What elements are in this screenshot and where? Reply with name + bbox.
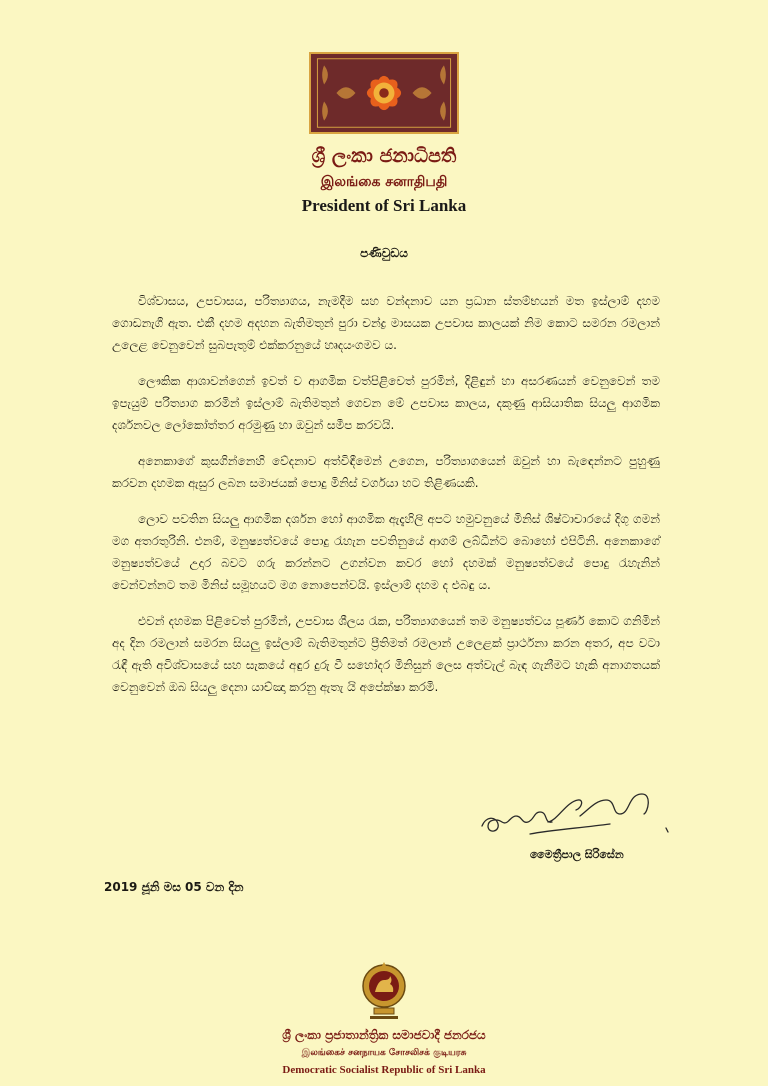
header-title-tamil: இலங்கை சனாதிபதி	[320, 174, 448, 190]
lotus-emblem-icon	[311, 54, 457, 132]
footer-name-tamil: இலங்கைச் சனநாயக சோசலிசக் குடியரசு	[301, 1048, 467, 1058]
header-title-sinhala: ශ්‍රී ලංකා ජනාධිපති	[311, 145, 457, 167]
footer-name-sinhala: ශ්‍රී ලංකා ප්‍රජාතාන්ත්‍රික සමාජවාදී ජනරජය	[282, 1028, 486, 1042]
footer-name-english: Democratic Socialist Republic of Sri Lanka	[282, 1064, 486, 1076]
national-crest	[360, 958, 408, 1022]
handwritten-signature	[470, 782, 690, 852]
message-date: 2019 ජූනි මස 05 වන දින	[104, 880, 244, 894]
message-body	[112, 290, 660, 712]
national-emblem-icon	[360, 958, 408, 1022]
paragraph-1: විශ්වාසය, උපවාසය, පරිත්‍යාගය, නැමදීම සහ වන්දනාව යන ප්‍රධාන ස්තම්භයන් මත ඉස්ලාම් දහම ගොඩනැගී ඇත. එකී දහම අදහන බැතිමතුන් පුරා චන්ද්‍ර මාසයක උපවාස කාලයක් නිම කොට සමරන රමලාන් උලෙළ වෙනුවෙන් සුබපැතුම් එක්කරනුයේ හෘදයංගමව ය.	[112, 294, 660, 352]
header-title-english: President of Sri Lanka	[301, 196, 467, 215]
paragraph-5: එවන් දහමක පිළිවෙත් පුරමින්, උපවාස ශීලය රැක, පරිත්‍යාගයෙන් තම මනුෂ්‍යත්වය පූර්ණ කොට ගනිමින් අද දින රමලාන් සමරන සියලු ඉස්ලාම් බැතිමතුන්ට ප්‍රීතිමත් රමලාන් උලෙළක් ප්‍රාර්ථනා කරන අතර, අප වටා රැඳී ඇති අවිශ්වාසයේ සහ සැකයේ අඳුර දුරු වී සහෝදර මිනිසුන් ලෙස අත්වැල් බැඳ ගැනීමට හැකි අනාගතයක් වෙනුවෙන් ඔබ සියලු දෙනා යාච්ඤා කරනු ඇතැ යි අපේක්ෂා කරමි.	[112, 614, 660, 694]
presidential-flag-emblem	[309, 52, 459, 134]
paragraph-3: අනෙකාගේ කුසගින්නෙහි වේදනාව අත්විඳීමෙන් උගෙන, පරිත්‍යාගයෙන් ඔවුන් හා බැඳෙන්නට පුහුණු කරවන දහමක ඇසුර ලබන සමාජයක් පොදු මිනිස් වර්ගයා හට තිළිණයකි.	[112, 454, 660, 490]
paragraph-4: ලොව පවතින සියලු ආගමික දර්ශන හෝ ආගමික ඇදැහිලි අපට හමුවනුයේ මිනිස් ශිෂ්ටාචාරයේ දිගු ගමන් මග අතරතුරිනි. එනම්, මනුෂ්‍යත්වයේ පොදු රැහැන පවතිනුයේ ආගම් ලබ්ධීන්ට බොහෝ එපිටිනි. අනෙකාගේ මනුෂ්‍යත්වයේ උදාර බවට ගරු කරන්නට උගන්වන කවර හෝ දහමක් මනුෂ්‍යත්වයේ පොදු රැහැනින් වෙන්වන්නට තම මිනිස් සමූහයට මග නොපෙන්වයි. ඉස්ලාම් දහම ද එබඳු ය.	[112, 512, 660, 592]
signer-name: මෛත්‍රීපාල සිරිසේන	[530, 848, 624, 861]
message-subject: පණිවුඩය	[360, 246, 408, 260]
paragraph-2: ලෞකික ආශාවන්ගෙන් ඉවත් ව ආගමික වත්පිළිවෙත් පුරමින්, දිළිඳුන් හා අසරණයන් වෙනුවෙන් තම ඉපැයුම් පරිත්‍යාග කරමින් ඉස්ලාම් බැතිමතුන් ගෙවන මේ උපවාස කාලය, දකුණු ආසියාතික සියලු ආගමික දර්ශනවල ලෝකෝත්තර අරමුණු හා ඔවුන් සමීප කරවයි.	[112, 374, 660, 432]
